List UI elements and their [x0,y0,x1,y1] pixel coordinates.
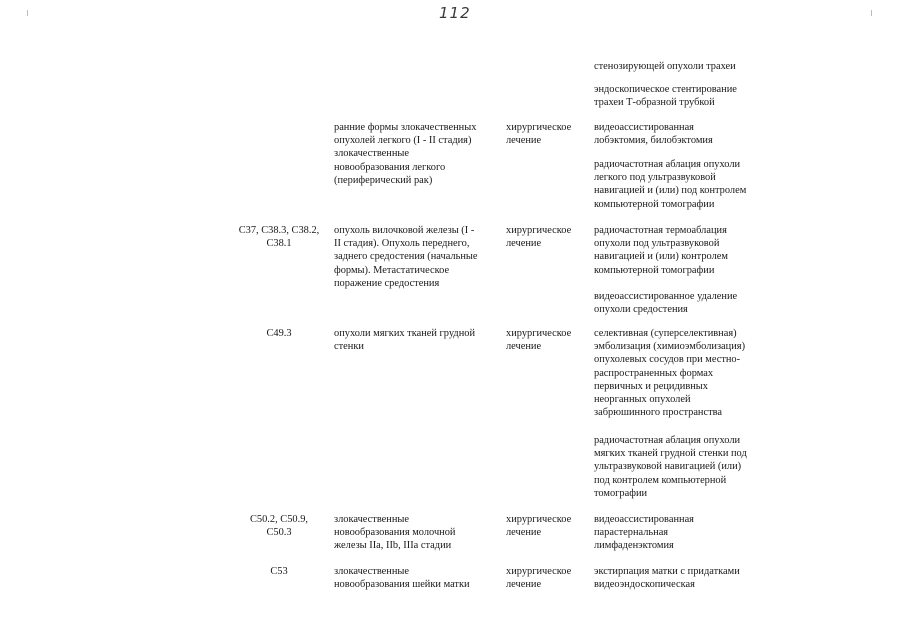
method-cell-line: легкого под ультразвуковой [594,172,716,184]
icd-code-cell-line: C49.3 [266,328,292,339]
icd-code-cell [228,224,330,250]
icd-code-cell-line: C50.3 [266,527,292,539]
diagnosis-cell-line: (периферический рак) [334,174,433,186]
diagnosis-cell-line: II стадия). Опухоль переднего, [334,238,470,250]
treatment-type-cell-line: хирургическое [506,514,572,525]
method-cell-line: распространенных формах [594,367,714,379]
method-cell-line: эндоскопическое стентирование [594,84,737,95]
diagnosis-cell-line: новообразования молочной [334,527,456,539]
method-cell-line: под контролем компьютерной [594,474,727,486]
method-cell-line: опухоли под ультразвуковой [594,238,720,250]
method-cell-line: радиочастотная термоаблация [594,225,727,236]
method-cell-line: парастернальная [594,527,669,539]
method-cell [594,565,740,591]
method-cell-line: ультразвуковой навигацией (или) [594,461,742,473]
method-cell [594,290,737,316]
method-cell [594,224,728,277]
method-cell-line: первичных и рецидивных [594,380,708,392]
diagnosis-cell-line: поражение средостения [334,277,440,289]
method-cell-line: видеоэндоскопическая [594,579,695,591]
diagnosis-cell-line: стенки [334,341,364,353]
method-cell-line: радиочастотная аблация опухоли [594,435,741,446]
diagnosis-cell-line: новообразования шейки матки [334,579,470,591]
diagnosis-cell [334,565,470,591]
method-cell [594,83,737,109]
icd-code-cell-line: C50.2, C50.9, [249,514,309,525]
method-cell-line: видеоассистированная [594,514,694,525]
method-cell [594,327,745,419]
treatment-type-cell-line: лечение [506,527,542,539]
diagnosis-cell-line: опухоль вилочковой железы (I - [334,225,475,236]
treatment-type-cell-line: лечение [506,135,542,147]
method-cell-line: эмболизация (химиоэмболизация) [594,341,746,353]
method-cell-line: радиочастотная аблация опухоли [594,159,741,170]
icd-code-cell-line: C38.1 [266,238,292,250]
diagnosis-cell-line: опухоли мягких тканей грудной [334,328,476,339]
diagnosis-cell [334,327,475,353]
method-cell-line: неорганных опухолей [594,394,691,406]
treatment-type-cell-line: хирургическое [506,328,572,339]
treatment-type-cell-line: хирургическое [506,122,572,133]
diagnosis-cell-line: злокачественные [334,514,409,525]
treatment-type-cell-line: хирургическое [506,566,572,577]
scan-mark-left [27,10,28,16]
method-cell-line: лимфаденэктомия [594,540,674,552]
page-number: 112 [439,4,471,22]
treatment-type-cell-line: лечение [506,579,542,591]
method-cell-line: навигацией и (или) под контролем [594,185,747,197]
icd-code-cell [228,565,330,578]
icd-code-cell [228,513,330,539]
diagnosis-cell [334,513,455,553]
method-cell-line: компьютерной томографии [594,264,715,276]
method-cell-line: лобэктомия, билобэктомия [594,135,713,147]
method-cell-line: стенозирующей опухоли трахеи [594,61,736,72]
diagnosis-cell-line: новообразования легкого [334,161,446,173]
diagnosis-cell-line: железы IIa, IIb, IIIa стадии [334,540,452,552]
method-cell-line: мягких тканей грудной стенки под [594,448,747,460]
treatment-type-cell-line: лечение [506,341,542,353]
icd-code-cell-line: C53 [270,566,288,577]
treatment-type-cell [506,513,571,539]
icd-code-cell [228,327,330,340]
diagnosis-cell-line: злокачественные [334,148,409,160]
treatment-type-cell-line: лечение [506,238,542,250]
icd-code-cell-line: C37, C38.3, C38.2, [238,225,320,236]
method-cell-line: забрюшинного пространства [594,407,723,419]
diagnosis-cell-line: формы). Метастатическое [334,264,450,276]
treatment-type-cell [506,121,571,147]
treatment-type-cell [506,327,571,353]
diagnosis-cell-line: ранние формы злокачественных [334,122,477,133]
diagnosis-cell-line: опухолей легкого (I - II стадия) [334,135,472,147]
treatment-type-cell-line: хирургическое [506,225,572,236]
diagnosis-cell-line: злокачественные [334,566,409,577]
method-cell-line: видеоассистированное удаление [594,291,738,302]
scan-mark-right [871,10,872,16]
method-cell [594,121,713,147]
method-cell [594,513,694,553]
method-cell-line: трахеи Т-образной трубкой [594,97,715,109]
treatment-type-cell [506,224,571,250]
treatment-type-cell [506,565,571,591]
method-cell [594,434,747,500]
method-cell-line: опухолевых сосудов при местно- [594,354,741,366]
method-cell-line: компьютерной томографии [594,198,715,210]
diagnosis-cell [334,121,476,187]
diagnosis-cell [334,224,477,290]
method-cell-line: селективная (суперселективная) [594,328,737,339]
method-cell [594,60,736,73]
method-cell-line: видеоассистированная [594,122,694,133]
method-cell [594,158,746,211]
diagnosis-cell-line: заднего средостения (начальные [334,251,478,263]
method-cell-line: томографии [594,487,648,499]
method-cell-line: навигацией и (или) контролем [594,251,728,263]
method-cell-line: опухоли средостения [594,304,688,316]
method-cell-line: экстирпация матки с придатками [594,566,740,577]
